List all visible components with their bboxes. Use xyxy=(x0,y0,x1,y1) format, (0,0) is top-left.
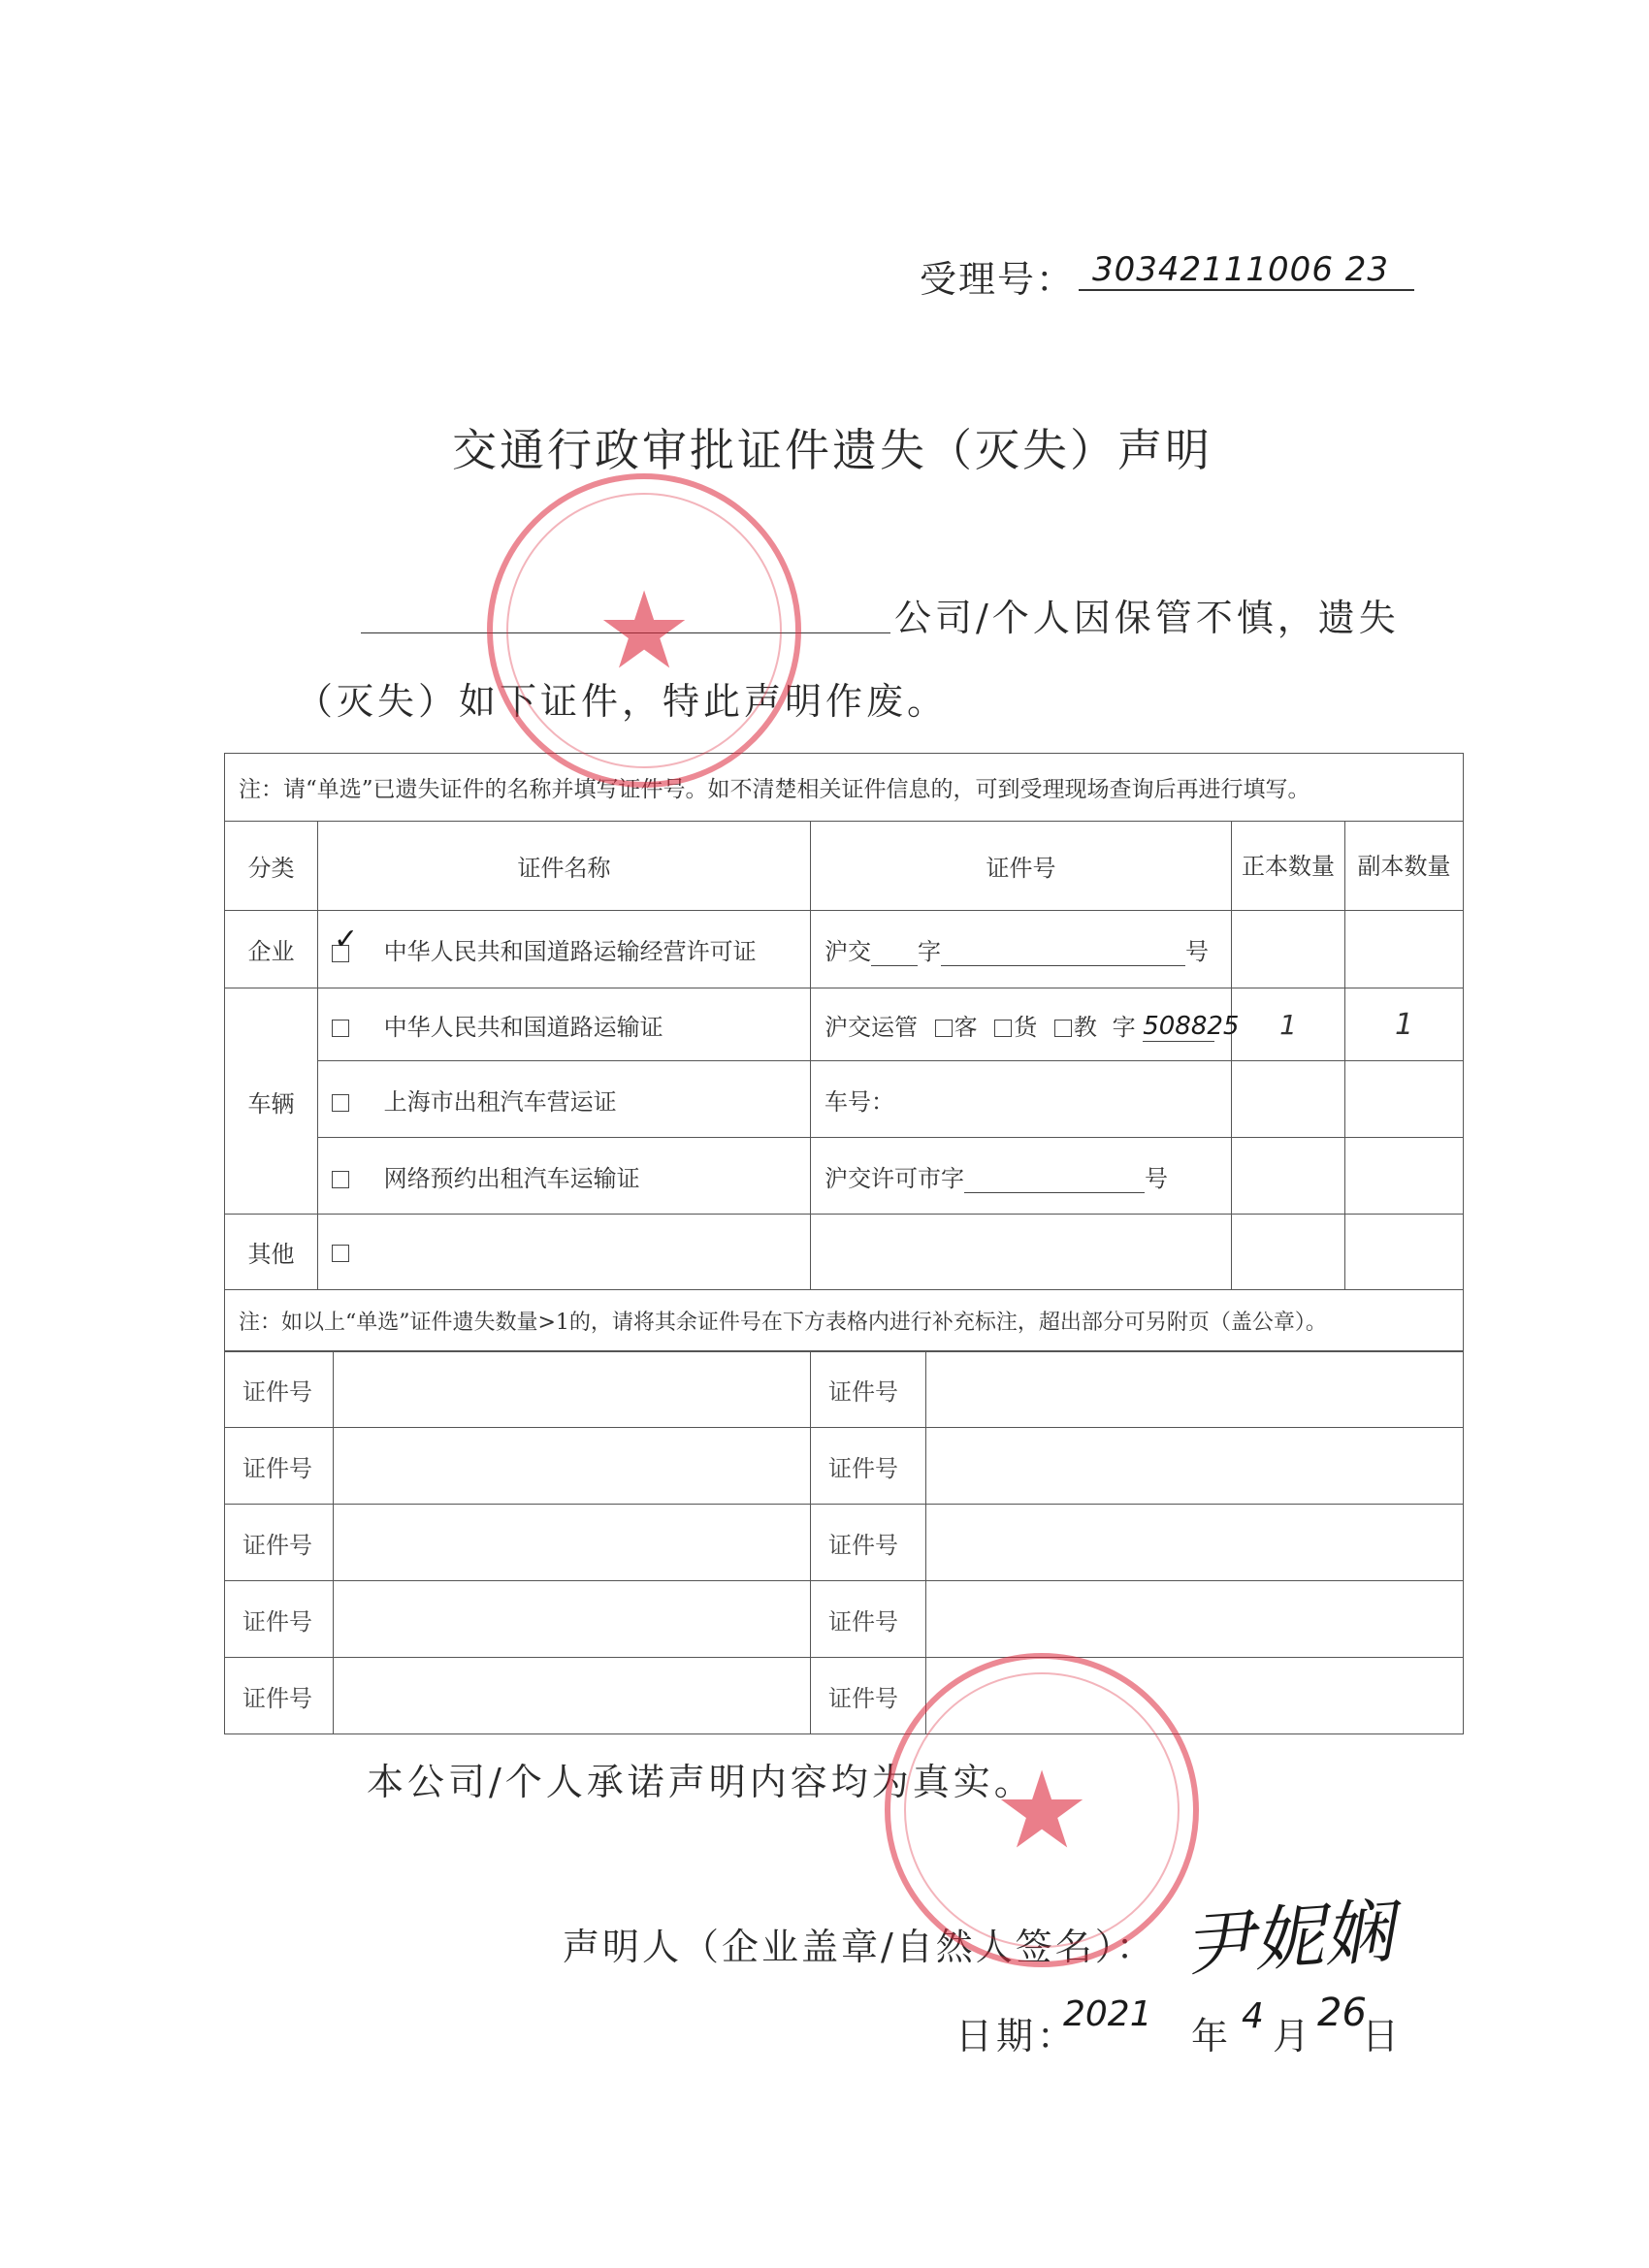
option-freight-label: 货 xyxy=(1014,1013,1038,1041)
cert-number-label: 证件号 xyxy=(225,1428,334,1505)
vehicle-item3-name: 网络预约出租汽车运输证 xyxy=(383,1164,640,1192)
header-copy-qty: 副本数量 xyxy=(1345,822,1464,911)
cert-number-field[interactable] xyxy=(334,1428,811,1505)
cert-number-field[interactable] xyxy=(334,1351,811,1428)
date-month-suffix: 月 xyxy=(1273,2015,1314,2057)
enterprise-cert-name: 中华人民共和国道路运输经营许可证 xyxy=(383,938,757,965)
cert-number-label: 证件号 xyxy=(811,1581,926,1658)
cert-number-label: 证件号 xyxy=(225,1581,334,1658)
other-number[interactable] xyxy=(811,1215,1232,1290)
vehicle-item2-copy-qty[interactable] xyxy=(1345,1061,1464,1138)
company-seal-icon: ★ xyxy=(885,1653,1199,1967)
vehicle-item1-copy-qty[interactable]: 1 xyxy=(1345,988,1464,1061)
header-name: 证件名称 xyxy=(318,822,811,911)
statement-line-2: （灭失）如下证件，特此声明作废。 xyxy=(296,680,949,723)
cert-number-label: 证件号 xyxy=(811,1658,926,1734)
certificate-table xyxy=(224,753,1464,1352)
date-year: 2021 xyxy=(1063,1994,1152,2034)
vehicle-item2-name: 上海市出租汽车营运证 xyxy=(383,1087,617,1116)
cert-number-field[interactable] xyxy=(334,1658,811,1734)
option-training-label: 教 xyxy=(1073,1013,1097,1041)
cert-number-field[interactable] xyxy=(926,1581,1464,1658)
enterprise-blank-1[interactable] xyxy=(871,965,918,966)
vehicle-item3-prefix: 沪交许可市字 xyxy=(824,1164,964,1192)
vehicle-item3-orig-qty[interactable] xyxy=(1232,1138,1345,1215)
vehicle-item1-zi: 字 xyxy=(1112,1013,1136,1041)
enterprise-copy-qty[interactable] xyxy=(1345,911,1464,988)
enterprise-blank-2[interactable] xyxy=(941,965,1185,966)
vehicle-item3-suffix: 号 xyxy=(1145,1164,1168,1192)
cert-number-field[interactable] xyxy=(926,1505,1464,1581)
enterprise-prefix: 沪交 xyxy=(824,938,871,965)
date-label: 日期： xyxy=(955,2015,1079,2057)
header-original-qty: 正本数量 xyxy=(1232,822,1345,911)
date-day: 26 xyxy=(1317,1991,1367,2035)
other-orig-qty[interactable] xyxy=(1232,1215,1345,1290)
other-checkbox[interactable] xyxy=(332,1245,349,1262)
option-freight-checkbox[interactable] xyxy=(994,1020,1012,1037)
check-mark-icon: ✓ xyxy=(334,923,359,956)
commitment-text: 本公司/个人承诺声明内容均为真实。 xyxy=(367,1761,1035,1803)
category-enterprise: 企业 xyxy=(225,911,318,988)
cert-number-field[interactable] xyxy=(926,1351,1464,1428)
page-title: 交通行政审批证件遗失（灭失）声明 xyxy=(452,424,1212,476)
vehicle-item2-checkbox[interactable] xyxy=(332,1094,349,1112)
enterprise-orig-qty[interactable] xyxy=(1232,911,1345,988)
enterprise-mid: 字 xyxy=(918,938,941,965)
acceptance-number: 30342111006 23 xyxy=(1079,250,1414,291)
vehicle-item3-copy-qty[interactable] xyxy=(1345,1138,1464,1215)
date-month: 4 xyxy=(1242,1996,1264,2036)
category-other: 其他 xyxy=(225,1215,318,1290)
note-1: 注：请“单选”已遗失证件的名称并填写证件号。如不清楚相关证件信息的，可到受理现场查询后再进行填写。 xyxy=(225,754,1464,822)
cert-number-label: 证件号 xyxy=(811,1351,926,1428)
cert-number-field[interactable] xyxy=(926,1428,1464,1505)
cert-number-label: 证件号 xyxy=(225,1505,334,1581)
declarant-label: 声明人（企业盖章/自然人签名）： xyxy=(563,1926,1156,1968)
company-seal-icon: ★ xyxy=(487,473,801,788)
cert-number-label: 证件号 xyxy=(225,1658,334,1734)
vehicle-item1-name: 中华人民共和国道路运输证 xyxy=(383,1013,663,1041)
vehicle-item1-orig-qty[interactable]: 1 xyxy=(1232,988,1345,1061)
vehicle-item1-number[interactable]: 508825 xyxy=(1143,1011,1240,1041)
date-year-suffix: 年 xyxy=(1191,2015,1233,2057)
header-category: 分类 xyxy=(225,822,318,911)
vehicle-item3-checkbox[interactable] xyxy=(332,1171,349,1188)
statement-line-1: 公司/个人因保管不慎，遗失 xyxy=(894,597,1400,639)
vehicle-item1-checkbox[interactable] xyxy=(332,1020,349,1037)
cert-number-field[interactable] xyxy=(334,1505,811,1581)
option-passenger-label: 客 xyxy=(954,1013,978,1041)
other-copy-qty[interactable] xyxy=(1345,1215,1464,1290)
acceptance-label: 受理号： xyxy=(920,258,1076,301)
cert-number-label: 证件号 xyxy=(811,1428,926,1505)
cert-number-label: 证件号 xyxy=(811,1505,926,1581)
vehicle-item2-orig-qty[interactable] xyxy=(1232,1061,1345,1138)
category-vehicle: 车辆 xyxy=(225,988,318,1215)
date-day-suffix: 日 xyxy=(1362,2015,1404,2057)
supplementary-table xyxy=(224,1350,1464,1734)
option-passenger-checkbox[interactable] xyxy=(935,1020,953,1037)
note-2: 注：如以上“单选”证件遗失数量>1的，请将其余证件号在下方表格内进行补充标注，超出部分可另附页（盖公章）。 xyxy=(225,1290,1464,1352)
cert-number-label: 证件号 xyxy=(225,1351,334,1428)
vehicle-item1-prefix: 沪交运管 xyxy=(824,1013,918,1041)
signature: 尹妮娴 xyxy=(1180,1890,1397,1987)
header-number: 证件号 xyxy=(811,822,1232,911)
cert-number-field[interactable] xyxy=(334,1581,811,1658)
vehicle-item2-prefix: 车号： xyxy=(811,1061,1232,1138)
enterprise-suffix: 号 xyxy=(1185,938,1209,965)
vehicle-item3-blank[interactable] xyxy=(964,1192,1145,1193)
option-training-checkbox[interactable] xyxy=(1054,1020,1072,1037)
